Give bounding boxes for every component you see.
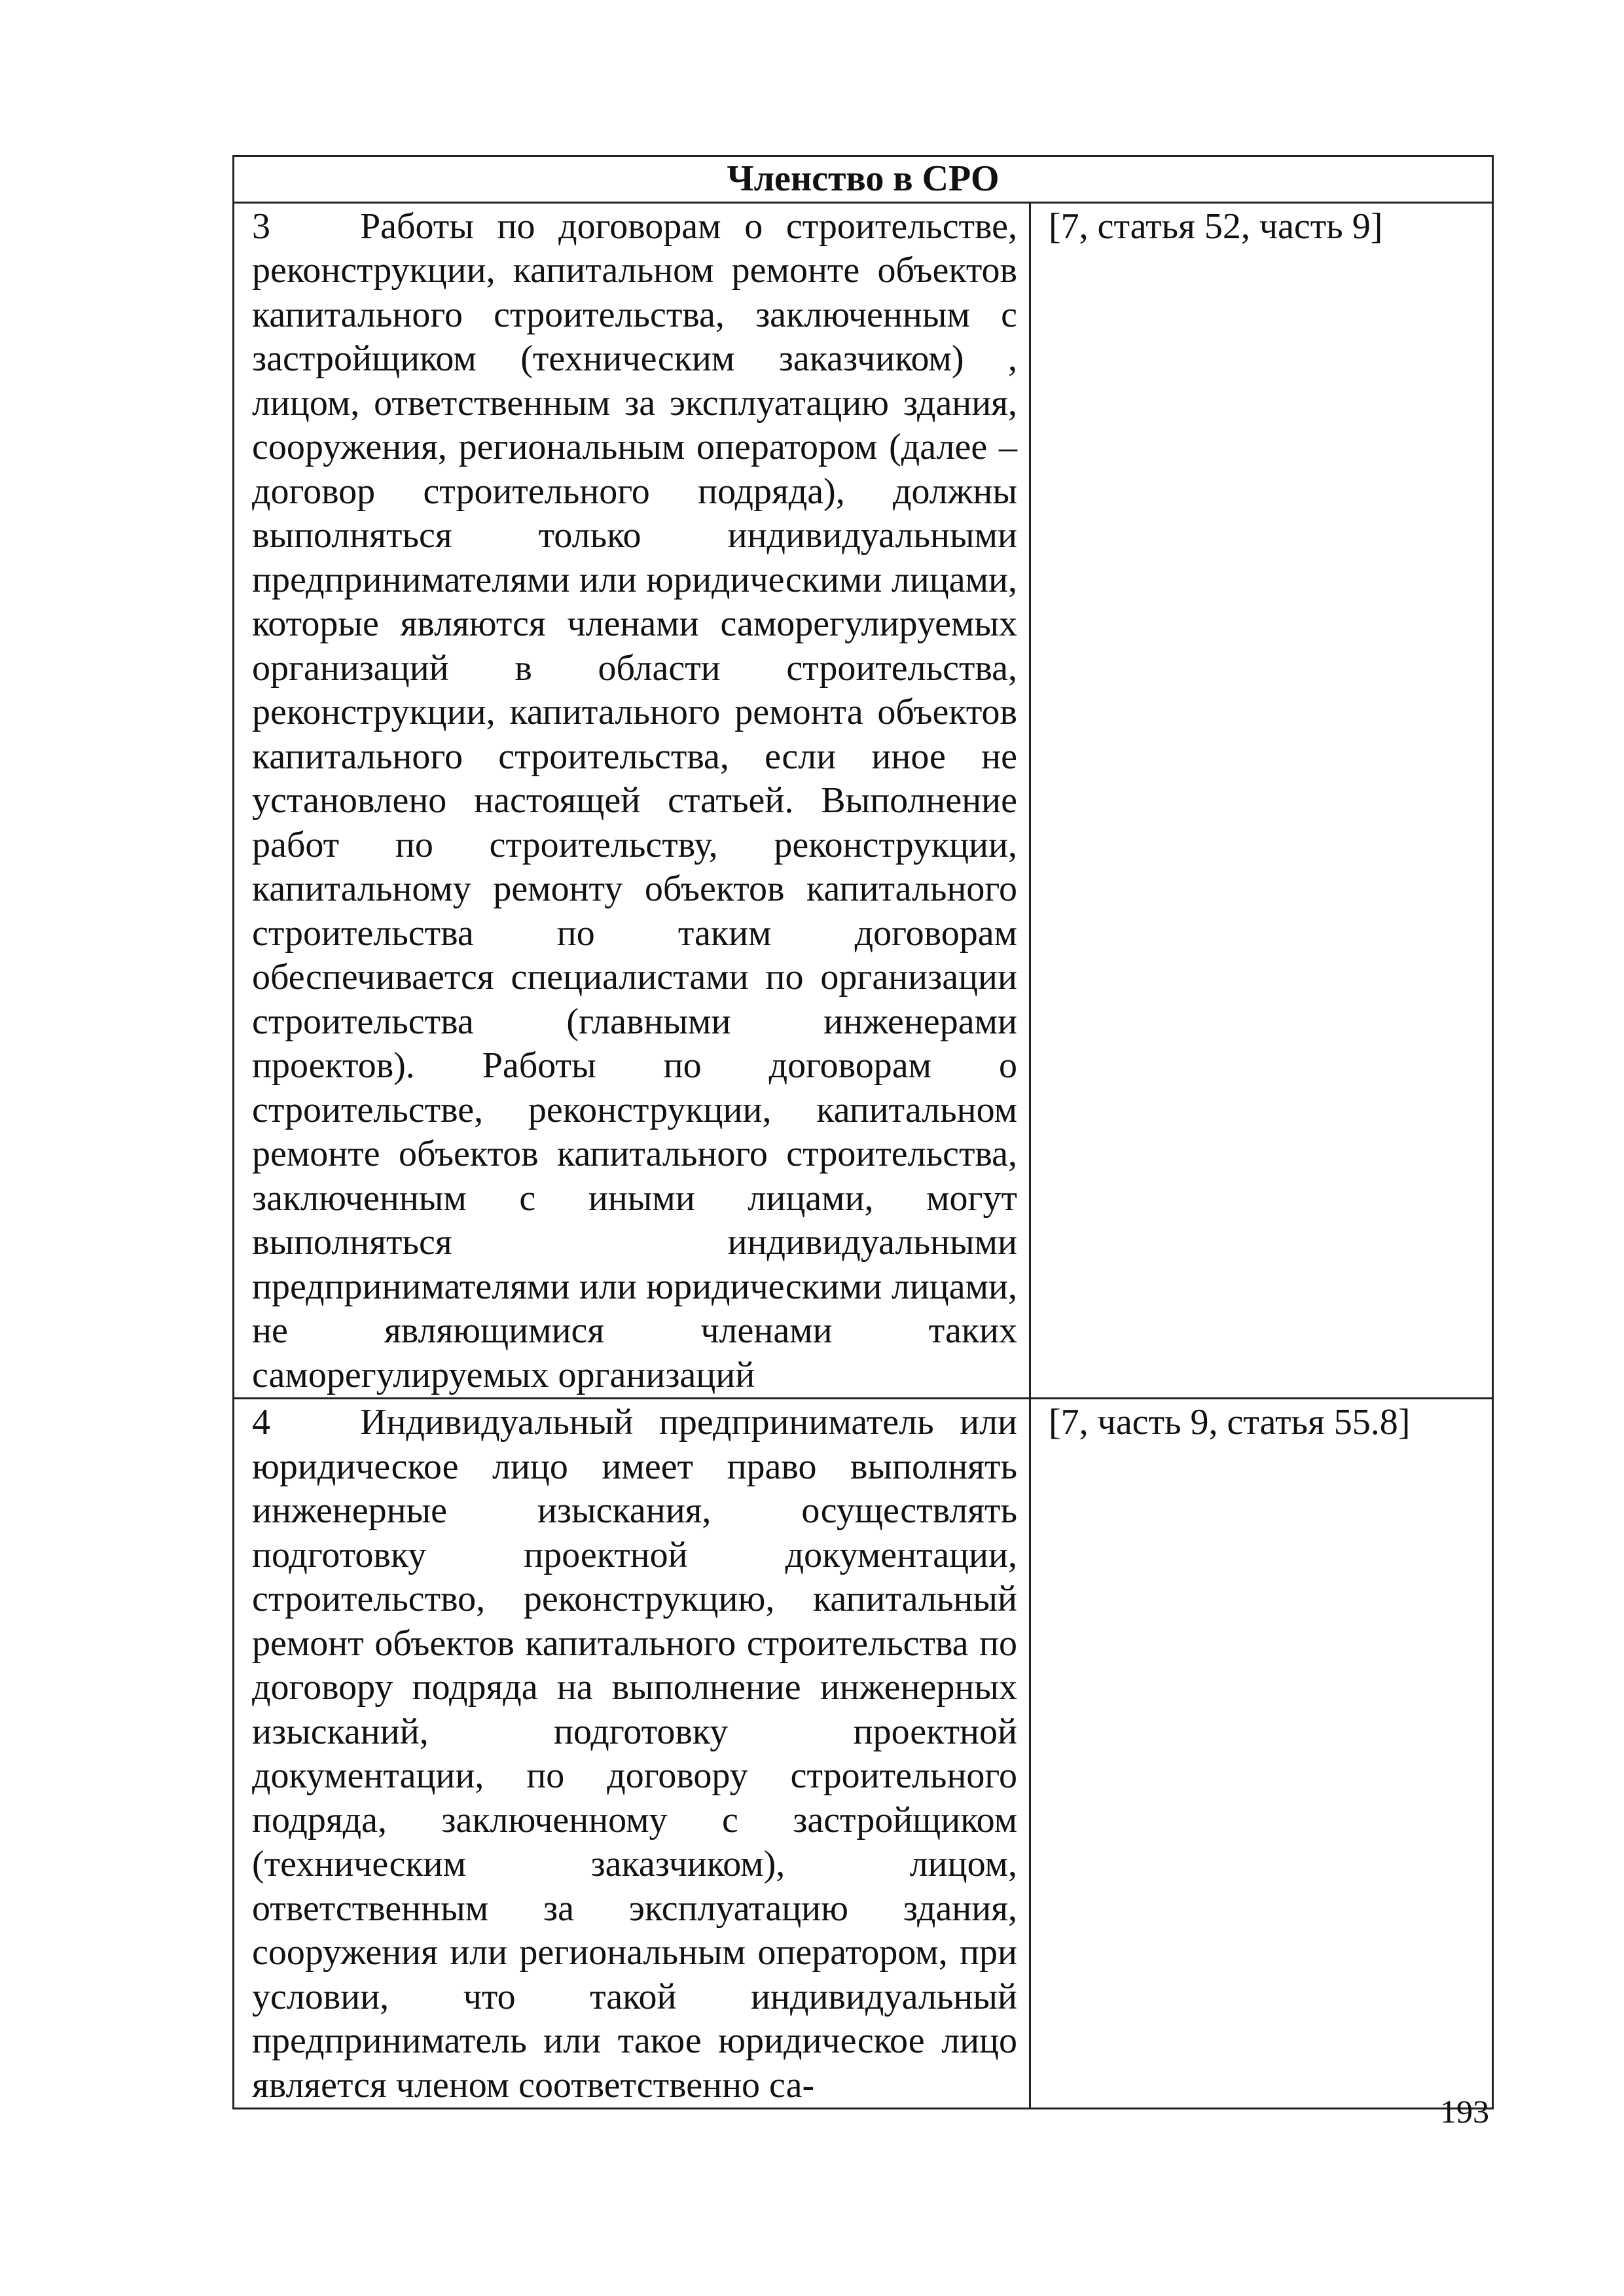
table-header-row <box>234 156 1493 203</box>
table-header: Членство в СРО <box>234 156 1493 203</box>
table-row <box>234 1399 1493 2109</box>
row-number: 3 <box>252 206 270 247</box>
requirement-text: Индивидуальный предприниматель или юридическое лицо имеет право выполнять инженерные изыскания, осуществлять подготовку проектной документации, строительство, реконструкцию, капитальный ремонт объектов капитального строительства по договору подряда на выполнение инженерных изысканий, подготовку проектной документации, по договору строительного подряда, заключенному с застройщиком (техническим заказчиком), лицом, ответственным за эксплуатацию здания, сооружения или региональным оператором, при условии, что такой индивидуальный предприниматель или такое юридическое лицо является членом соответственно са- <box>252 1402 1017 2106</box>
requirement-text-cell <box>234 202 1030 1399</box>
page-number: 193 <box>1440 2093 1489 2130</box>
requirements-table <box>232 155 1494 2109</box>
reference-cell: [7, статья 52, часть 9] <box>1030 202 1493 1399</box>
requirement-text-cell <box>234 1399 1030 2109</box>
table-row <box>234 202 1493 1399</box>
requirement-text: Работы по договорам о строительстве, реконструкции, капитальном ремонте объектов капитального строительства, заключенным с застройщиком (техническим заказчиком) , лицом, ответственным за эксплуатацию здания, сооружения, региональным оператором (далее – договор строительного подряда), должны выполняться только индивидуальными предпринимателями или юридическими лицами, которые являются членами саморегулируемых организаций в области строительства, реконструкции, капитального ремонта объектов капитального строительства, если иное не установлено настоящей статьей. Выполнение работ по строительству, реконструкции, капитальному ремонту объектов капитального строительства по таким договорам обеспечивается специалистами по организации строительства (главными инженерами проектов). Работы по договорам о строительстве, реконструкции, капитальном ремонте объектов капитального строительства, заключенным с иными лицами, могут выполняться индивидуальными предпринимателями или юридическими лицами, не являющимися членами таких саморегулируемых организаций <box>252 206 1017 1395</box>
reference-cell: [7, часть 9, статья 55.8] <box>1030 1399 1493 2109</box>
row-number: 4 <box>252 1402 270 1443</box>
